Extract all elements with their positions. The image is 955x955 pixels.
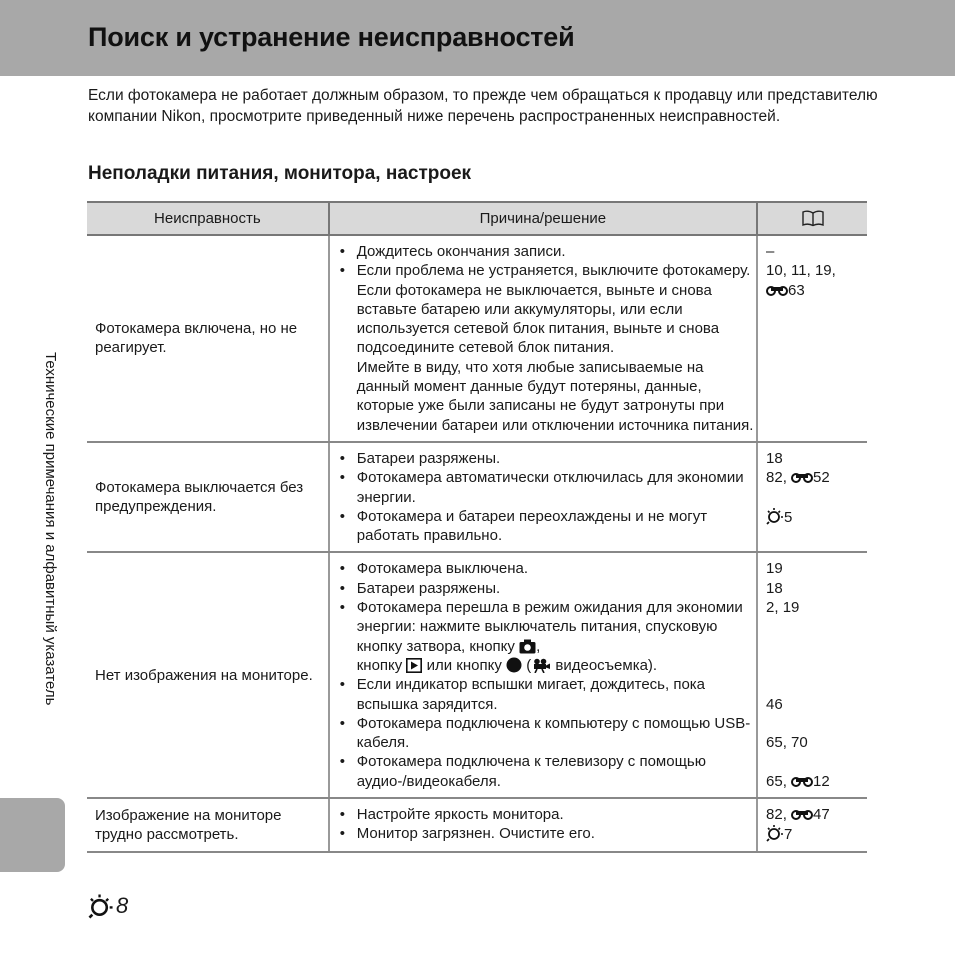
cause-cell: [329, 442, 757, 552]
side-chapter-text: Технические примечания и алфавитный указатель: [42, 352, 59, 706]
side-chapter-label: [35, 352, 65, 782]
cause-item: • Фотокамера и батареи переохлаждены и не могут работать правильно.: [338, 507, 756, 546]
camera-button-icon: [519, 639, 536, 654]
reference-cell: [757, 235, 867, 442]
page-number: [88, 893, 128, 919]
title-bar: [0, 0, 955, 76]
technical-notes-icon: [766, 824, 784, 842]
ref-value: –: [766, 243, 775, 260]
reference-cell: [757, 552, 867, 798]
ref-line: [766, 824, 867, 844]
problem-cell: Изображение на мониторе трудно рассмотреть.: [87, 798, 329, 852]
ref-value: 82,: [766, 806, 792, 824]
problem-cell: Фотокамера включена, но не реагирует.: [87, 235, 329, 442]
cause-text: или кнопку: [426, 656, 502, 674]
chapter-tab: [0, 798, 65, 872]
intro-paragraph: Если фотокамера не работает должным образом, то прежде чем обращаться к продавцу или представителю компании Nikon, просмотрите приведенный ниже перечень распространенных неисправностей.: [88, 87, 878, 125]
ref-value: 46: [766, 695, 783, 713]
problem-cell: Нет изображения на мониторе.: [87, 552, 329, 798]
reference-section-icon: [791, 471, 813, 485]
cause-cell: [329, 798, 757, 852]
ref-value: 2, 19: [766, 599, 800, 617]
ref-value: 18: [766, 449, 783, 467]
cause-item: • Настройте яркость монитора.: [338, 805, 756, 824]
playback-button-icon: [406, 658, 422, 673]
header-cause: Причина/решение: [329, 202, 757, 235]
record-button-icon: [506, 657, 522, 673]
header-problem: Неисправность: [87, 202, 329, 235]
troubleshooting-table: [87, 201, 867, 853]
ref-line: [766, 281, 867, 300]
ref-value: 18: [766, 579, 783, 597]
table-header-row: [87, 202, 867, 235]
cause-item: • Фотокамера выключена.: [338, 559, 756, 578]
cause-item: • Фотокамера перешла в режим ожидания для экономии энергии: нажмите выключатель питания, спусковую кнопку затвора, кнопку , кнопку или кнопку ( видеосъемка).: [338, 598, 756, 675]
cause-item: • Фотокамера автоматически отключилась для экономии энергии.: [338, 468, 756, 507]
ref-value: 63: [788, 281, 805, 299]
technical-notes-icon: [766, 507, 784, 525]
table-row: [87, 442, 867, 552]
cause-cell: [329, 235, 757, 442]
cause-cell: [329, 552, 757, 798]
ref-line: [766, 805, 867, 824]
cause-text: кнопку: [356, 656, 403, 674]
ref-value: 65, 70: [766, 734, 808, 752]
ref-line: [766, 468, 867, 487]
book-reference-icon: [801, 210, 825, 227]
table-row: [87, 552, 867, 798]
cause-item: • Фотокамера подключена к компьютеру с помощью USB-кабеля.: [338, 714, 756, 753]
cause-item: • Фотокамера подключена к телевизору с помощью аудио-/видеокабеля.: [338, 752, 756, 791]
page-number-value: 8: [116, 893, 129, 918]
table-row: [87, 798, 867, 852]
ref-value: 5: [784, 508, 793, 526]
table-row: [87, 235, 867, 442]
cause-item: • Если индикатор вспышки мигает, дождитесь, пока вспышка зарядится.: [338, 675, 756, 714]
ref-value: 82,: [766, 469, 792, 487]
cause-item: • Батареи разряжены.: [338, 449, 756, 468]
cause-item: • Батареи разряжены.: [338, 579, 756, 598]
ref-value: 7: [784, 826, 793, 844]
header-reference: [757, 202, 867, 235]
ref-value: 12: [813, 772, 830, 790]
cause-text: Фотокамера перешла в режим ожидания для экономии энергии: нажмите выключатель питания, спусковую кнопку затвора, кнопку: [356, 599, 743, 655]
ref-line: [766, 507, 867, 527]
ref-line: [766, 772, 867, 791]
movie-camera-icon: [531, 658, 551, 673]
reference-section-icon: [791, 775, 813, 789]
cause-item: • Дождитесь окончания записи.: [338, 242, 756, 261]
page-title: Поиск и устранение неисправностей: [88, 22, 575, 52]
ref-value: 19: [766, 560, 783, 578]
technical-notes-icon: [88, 893, 114, 919]
cause-item: • Монитор загрязнен. Очистите его.: [338, 824, 756, 843]
cause-item: • Если проблема не устраняется, выключите фотокамеру. Если фотокамера не выключается, выньте и снова вставьте батарею или аккумуляторы, или если используется сетевой блок питания, выньте и снова подсоедините сетевой блок питания. Имейте в виду, что хотя любые записываемые на данный момент данные будут потеряны, данные, которые уже были записаны не будут затронуты при извлечении батареи или отключении источника питания.: [338, 261, 756, 435]
reference-section-icon: [766, 284, 788, 298]
cause-text: видеосъемка).: [555, 656, 658, 674]
reference-cell: [757, 798, 867, 852]
ref-value: 65,: [766, 772, 792, 790]
reference-cell: [757, 442, 867, 552]
section-heading: Неполадки питания, монитора, настроек: [88, 163, 472, 184]
ref-value: 10, 11, 19,: [766, 262, 836, 280]
ref-value: 52: [813, 469, 830, 487]
ref-value: 47: [813, 806, 830, 824]
problem-cell: Фотокамера выключается без предупреждения.: [87, 442, 329, 552]
reference-section-icon: [791, 808, 813, 822]
